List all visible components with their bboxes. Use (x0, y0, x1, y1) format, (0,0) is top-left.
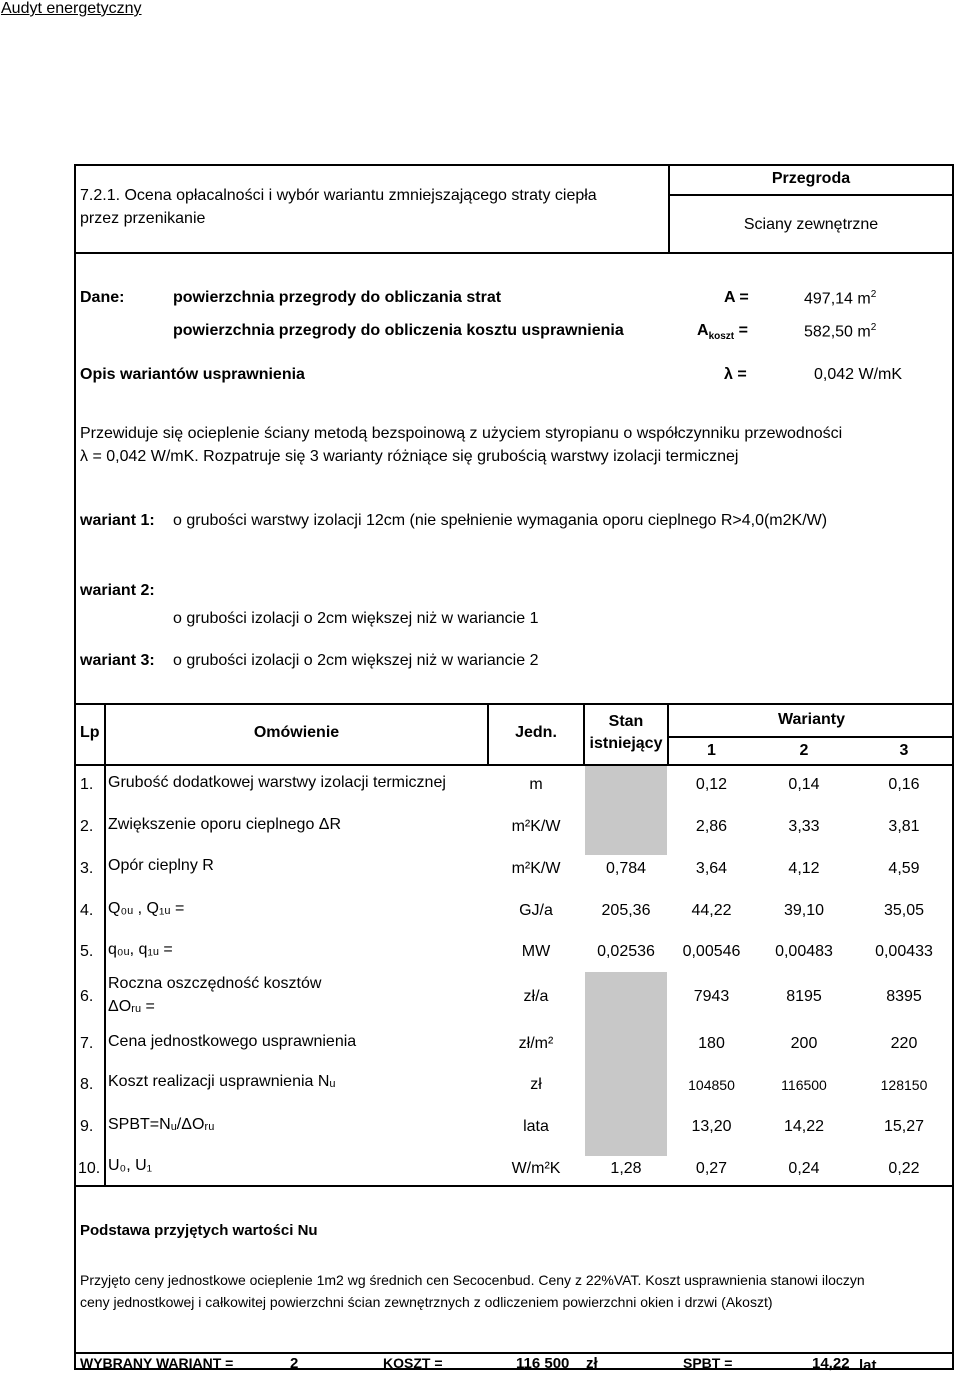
given-row2-value: 582,50 $m^2$ (804, 322, 877, 341)
row6-lp: 6. (80, 988, 94, 1005)
variants-header-divider (667, 736, 954, 738)
header-variant-3: 3 (899, 742, 909, 759)
given-row1-desc: powierzchnia przegrody do obliczania strat (173, 289, 502, 306)
section-title-line1: 7.2.1. Ocena opłacalności i wybór wariantu zmniejszającego straty ciepła (80, 187, 597, 204)
row9-v1: 13,20 (691, 1118, 732, 1135)
row6-unit: zł/a (523, 988, 549, 1005)
row4-lp: 4. (80, 902, 94, 919)
variant3-text: o grubości izolacji o 2cm większej niż w wariancie 2 (173, 652, 539, 669)
row1-lp: 1. (80, 776, 94, 793)
header-existing-line2: istniejący (589, 735, 663, 752)
basis-line1: Przyjęto ceny jednostkowe ocieplenie 1m2 wg średnich cen Secocenbud. Ceny z 22%VAT. Koszt usprawnienia stanowi iloczyn (80, 1272, 865, 1288)
given-row2-desc: powierzchnia przegrody do obliczenia kosztu usprawnienia (173, 322, 624, 339)
given-row1-value: 497,14 $m^2$ (804, 289, 877, 308)
variants-para-line1: Przewiduje się ocieplenie ściany metodą bezspoinową z użyciem styropianu o współczynniku przewodności (80, 425, 843, 442)
partition-value: Sciany zewnętrzne (743, 216, 879, 233)
row7-v1: 180 (698, 1035, 725, 1052)
variant2-text: o grubości izolacji o 2cm większej niż w wariancie 1 (173, 610, 539, 627)
row3-unit: m²K/W (511, 860, 561, 877)
row10-desc: U₀, U₁ (108, 1157, 153, 1174)
row7-unit: zł/m² (518, 1035, 554, 1052)
row5-existing: 0,02536 (597, 943, 655, 960)
summary-divider (74, 1352, 954, 1354)
row8-unit: zł (530, 1076, 542, 1093)
row8-lp: 8. (80, 1076, 94, 1093)
row9-lp: 9. (80, 1118, 94, 1135)
row8-v1: 104850 (688, 1077, 735, 1093)
header-description: Omówienie (253, 724, 340, 741)
row2-v3: 3,81 (888, 818, 920, 835)
row5-unit: MW (521, 943, 551, 960)
basis-line2: ceny jednostkowej i całkowitej powierzchni ścian zewnętrznych z odliczeniem powierzchni okien i drzwi (Akoszt) (80, 1294, 773, 1310)
variant2-label: wariant 2: (80, 582, 155, 599)
partition-divider (668, 194, 954, 196)
header-existing-line1: Stan (608, 713, 644, 730)
row3-desc: Opór cieplny R (108, 857, 214, 874)
row5-lp: 5. (80, 943, 94, 960)
row6-v2: 8195 (786, 988, 822, 1005)
row10-v2: 0,24 (788, 1160, 820, 1177)
row3-v3: 4,59 (888, 860, 920, 877)
row8-v3: 128150 (880, 1077, 928, 1093)
row4-unit: GJ/a (519, 902, 553, 919)
row1-v2: 0,14 (788, 776, 820, 793)
row5-v2: 0,00483 (775, 943, 833, 960)
summary-selected-label: WYBRANY WARIANT = (80, 1355, 234, 1371)
row7-v2: 200 (790, 1035, 818, 1052)
row6-v1: 7943 (693, 988, 730, 1005)
title-block-divider (74, 252, 954, 254)
summary-selected-value: 2 (290, 1355, 299, 1372)
given-row1-symbol: A = (724, 289, 749, 306)
variants-para-line2: λ = 0,042 W/mK. Rozpatruje się 3 warianty różniące się grubością warstwy izolacji termicznej (80, 448, 739, 465)
partition-label: Przegroda (771, 170, 851, 187)
given-label: Dane: (80, 289, 125, 306)
header-unit: Jedn. (515, 724, 557, 741)
variants-desc-label: Opis wariantów usprawnienia (80, 366, 305, 383)
summary-spbt-value: 14,22 (812, 1355, 850, 1372)
row1-unit: m (529, 776, 543, 793)
row4-desc: Q₀ᵤ , Q₁ᵤ = (108, 900, 185, 917)
table-top-divider (74, 703, 954, 705)
row3-lp: 3. (80, 860, 94, 877)
row5-v3: 0,00433 (875, 943, 933, 960)
row7-desc: Cena jednostkowego usprawnienia (108, 1033, 357, 1050)
row3-v2: 4,12 (788, 860, 820, 877)
basis-title: Podstawa przyjętych wartości Nu (80, 1222, 318, 1239)
lambda-symbol: λ = (724, 366, 747, 383)
row2-desc: Zwiększenie oporu cieplnego ΔR (108, 816, 342, 833)
row6-v3: 8395 (886, 988, 922, 1005)
row7-v3: 220 (890, 1035, 918, 1052)
row6-desc: Roczna oszczędność kosztów (108, 975, 322, 992)
row10-v3: 0,22 (888, 1160, 920, 1177)
row8-v2: 116500 (781, 1077, 827, 1093)
section-title-line2: przez przenikanie (80, 210, 206, 227)
col-divider-lp (104, 703, 106, 1185)
summary-cost-unit: zł (586, 1355, 598, 1372)
row4-v2: 39,10 (783, 902, 825, 919)
row1-v1: 0,12 (695, 776, 728, 793)
row10-unit: W/m²K (511, 1160, 561, 1177)
header-variant-2: 2 (799, 742, 809, 759)
header-variants: Warianty (778, 711, 845, 728)
variant1-label: wariant 1: (80, 512, 155, 529)
row4-v1: 44,22 (691, 902, 732, 919)
existing-blank-rows-6-9 (585, 972, 667, 1156)
row9-unit: lata (523, 1118, 549, 1135)
variant3-label: wariant 3: (80, 652, 155, 669)
row4-v3: 35,05 (883, 902, 925, 919)
header-variant-1: 1 (707, 742, 716, 759)
row9-v3: 15,27 (883, 1118, 925, 1135)
row10-existing: 1,28 (610, 1160, 642, 1177)
row1-v3: 0,16 (888, 776, 920, 793)
existing-blank-rows-1-2 (585, 766, 667, 855)
summary-spbt-label: SPBT = (683, 1355, 733, 1371)
row9-desc: SPBT=Nᵤ/ΔOᵣᵤ (108, 1116, 215, 1133)
row4-existing: 205,36 (601, 902, 651, 919)
row5-v1: 0,00546 (682, 943, 741, 960)
summary-cost-value: 116 500 (516, 1355, 570, 1372)
row10-lp: 10. (78, 1160, 101, 1177)
row2-unit: m²K/W (511, 818, 561, 835)
row5-desc: q₀ᵤ, q₁ᵤ = (108, 941, 173, 958)
row2-lp: 2. (80, 818, 94, 835)
document-frame (74, 164, 954, 1370)
variant1-text: o grubości warstwy izolacji 12cm (nie spełnienie wymagania oporu cieplnego R>4,0(m2K/W) (173, 512, 828, 529)
row6-desc-line2: ΔOᵣᵤ = (108, 998, 155, 1015)
row10-v1: 0,27 (695, 1160, 728, 1177)
summary-cost-label: KOSZT = (383, 1355, 443, 1371)
header-lp: Lp (80, 724, 100, 741)
table-bottom-divider (74, 1185, 954, 1187)
row7-lp: 7. (80, 1035, 94, 1052)
page-header-link[interactable]: Audyt energetyczny (1, 0, 142, 17)
row9-v2: 14,22 (783, 1118, 825, 1135)
row1-desc: Grubość dodatkowej warstwy izolacji termicznej (108, 774, 446, 791)
given-row2-symbol: $A_{koszt}$ = (697, 322, 748, 343)
row3-v1: 3,64 (695, 860, 728, 877)
lambda-value: 0,042 W/mK (814, 366, 903, 383)
row3-existing: 0,784 (605, 860, 647, 877)
summary-spbt-unit: lat (859, 1357, 877, 1374)
row2-v1: 2,86 (695, 818, 728, 835)
table-header-bottom (74, 764, 954, 766)
row2-v2: 3,33 (788, 818, 820, 835)
row8-desc: Koszt realizacji usprawnienia Nᵤ (108, 1073, 336, 1090)
